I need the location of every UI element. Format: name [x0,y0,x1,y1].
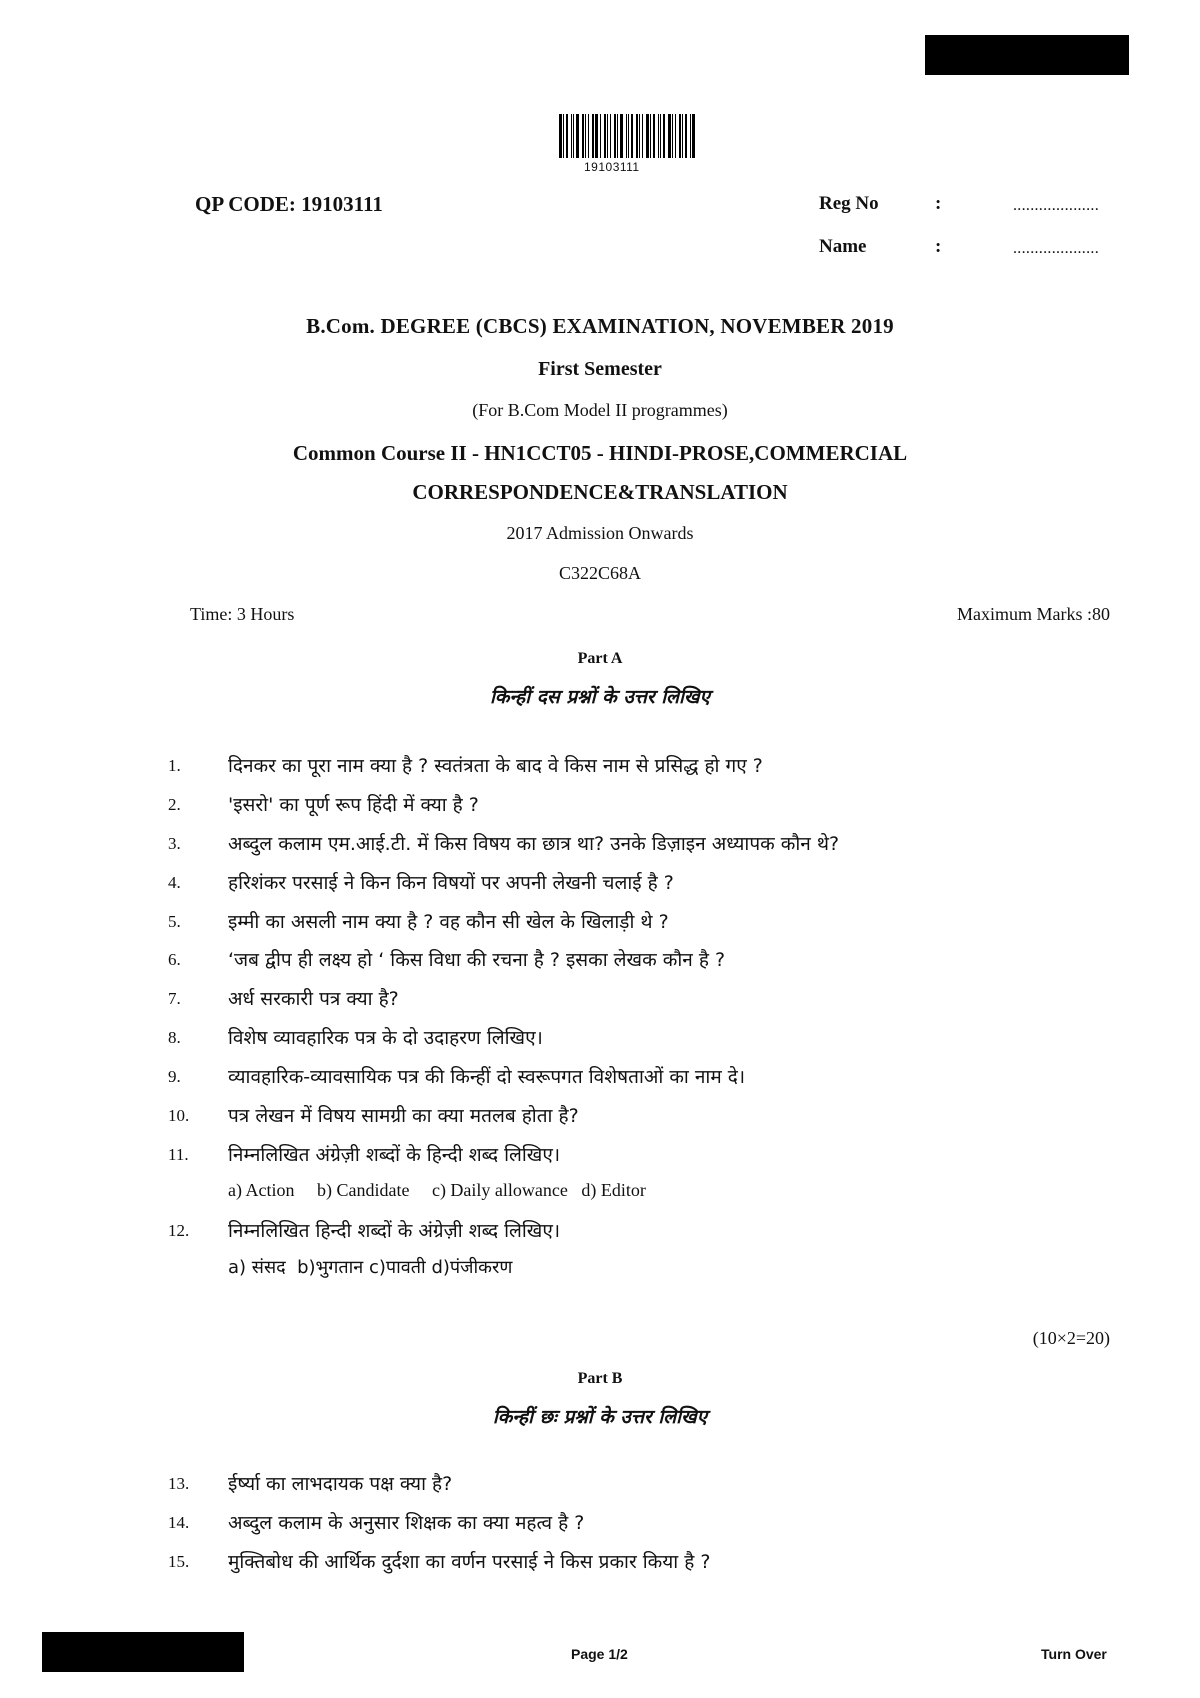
part-a-marks: (10×2=20) [1032,1328,1110,1348]
part-a-heading: Part A [577,650,623,667]
reg-no-field: .................... [1013,197,1099,214]
qp-code: QP CODE: 19103111 [195,192,383,216]
question-text: निम्नलिखित हिन्दी शब्दों के अंग्रेज़ी शब्द लिखिए। [228,1220,561,1242]
question-text: अब्दुल कलाम के अनुसार शिक्षक का क्या महत्व है ? [228,1512,585,1534]
question-number: 12. [168,1221,190,1240]
page-number: Page 1/2 [571,1646,628,1662]
barcode-bar [607,114,608,158]
admission-year: 2017 Admission Onwards [506,523,694,543]
question-number: 13. [168,1474,190,1493]
q11-options: a) Action b) Candidate c) Daily allowance d) Editor [228,1180,646,1200]
name-label: Name [819,236,867,257]
redaction-box-top [925,35,1129,75]
question-number: 2. [168,795,181,814]
question-number: 1. [168,756,181,775]
paper-code: C322C68A [558,563,641,583]
question-number: 3. [168,834,181,853]
barcode-bar [682,114,683,158]
barcode-bar [585,114,586,158]
barcode-bar [600,114,601,158]
question-number: 6. [168,950,181,969]
barcode-bar [660,114,661,158]
name-field: .................... [1013,240,1099,257]
question-number: 10. [168,1106,190,1125]
barcode-bar [646,114,649,158]
barcode-bar [653,114,655,158]
question-number: 11. [168,1145,189,1164]
question-number: 14. [168,1513,190,1532]
question-text: अब्दुल कलाम एम.आई.टी. में किस विषय का छात्र था? उनके डिज़ाइन अध्यापक कौन थे? [228,833,840,855]
question-number: 5. [168,912,181,931]
question-text: ईर्ष्या का लाभदायक पक्ष क्या है? [228,1473,453,1495]
exam-title: B.Com. DEGREE (CBCS) EXAMINATION, NOVEMBER 2019 [306,314,894,338]
barcode-bar [668,114,671,158]
barcode-bar [571,114,572,158]
barcode-bar [595,114,598,158]
question-text: मुक्तिबोध की आर्थिक दुर्दशा का वर्णन परसाई ने किस प्रकार किया है ? [228,1551,711,1573]
barcode-bar [692,114,695,158]
question-text: अर्ध सरकारी पत्र क्या है? [228,988,399,1010]
redaction-box-bottom [42,1632,244,1672]
barcode-bar [563,114,564,158]
reg-no-label: Reg No [819,193,879,214]
name-colon: : [935,236,942,257]
barcode-bar [592,114,594,158]
question-text: विशेष व्यावहारिक पत्र के दो उदाहरण लिखिए। [228,1027,543,1049]
barcode-bar [690,114,691,158]
question-number: 15. [168,1552,190,1571]
course-title-line1: Common Course II - HN1CCT05 - HINDI-PROSE,COMMERCIAL [292,441,908,465]
barcode-bar [617,114,618,158]
semester: First Semester [538,358,662,380]
barcode-bar [639,114,640,158]
barcode-bar [620,114,623,158]
maximum-marks: Maximum Marks :80 [957,604,1110,624]
question-text: निम्नलिखित अंग्रेज़ी शब्दों के हिन्दी शब्द लिखिए। [228,1144,561,1166]
barcode-bar [642,114,643,158]
barcode [559,114,697,158]
barcode-bar [610,114,611,158]
barcode-bar [559,114,562,158]
part-b-instruction: किन्हीं छः प्रश्नों के उत्तर लिखिए [492,1406,708,1428]
barcode-bar [626,114,627,158]
barcode-bar [582,114,584,158]
barcode-bar [628,114,629,158]
barcode-number: 19103111 [584,160,640,174]
barcode-bar [672,114,673,158]
barcode-bar [663,114,665,158]
question-number: 9. [168,1067,181,1086]
question-text: दिनकर का पूरा नाम क्या है ? स्वतंत्रता के बाद वे किस नाम से प्रसिद्ध हो गए ? [228,755,763,777]
time-allowed: Time: 3 Hours [190,604,295,624]
barcode-bar [588,114,589,158]
question-text: पत्र लेखन में विषय सामग्री का क्या मतलब होता है? [228,1105,579,1127]
barcode-bar [636,114,638,158]
barcode-bar [604,114,606,158]
barcode-bar [675,114,676,158]
part-b-heading: Part B [577,1370,623,1387]
barcode-bar [573,114,574,158]
part-a-instruction: किन्हीं दस प्रश्नों के उत्तर लिखिए [489,686,711,708]
barcode-bar [679,114,681,158]
barcode-bar [576,114,579,158]
turn-over: Turn Over [1041,1646,1107,1662]
barcode-bar [631,114,633,158]
reg-no-colon: : [935,193,942,214]
question-number: 7. [168,989,181,1008]
question-number: 4. [168,873,181,892]
question-number: 8. [168,1028,181,1047]
programme: (For B.Com Model II programmes) [472,400,728,420]
course-title-line2: CORRESPONDENCE&TRANSLATION [412,480,788,504]
barcode-bar [650,114,651,158]
barcode-bar [685,114,687,158]
barcode-bar [658,114,659,158]
barcode-bar [566,114,568,158]
q12-options: a) संसद b)भुगतान c)पावती d)पंजीकरण [228,1257,513,1278]
question-text: व्यावहारिक-व्यावसायिक पत्र की किन्हीं दो स्वरूपगत विशेषताओं का नाम दे। [228,1066,746,1088]
barcode-bar [614,114,616,158]
question-text: हरिशंकर परसाई ने किन किन विषयों पर अपनी लेखनी चलाई है ? [228,872,674,894]
question-text: 'इसरो' का पूर्ण रूप हिंदी में क्या है ? [228,794,479,816]
question-text: ‘जब द्वीप ही लक्ष्य हो ‘ किस विधा की रचना है ? इसका लेखक कौन है ? [228,949,726,971]
question-text: इम्मी का असली नाम क्या है ? वह कौन सी खेल के खिलाड़ी थे ? [228,911,669,933]
